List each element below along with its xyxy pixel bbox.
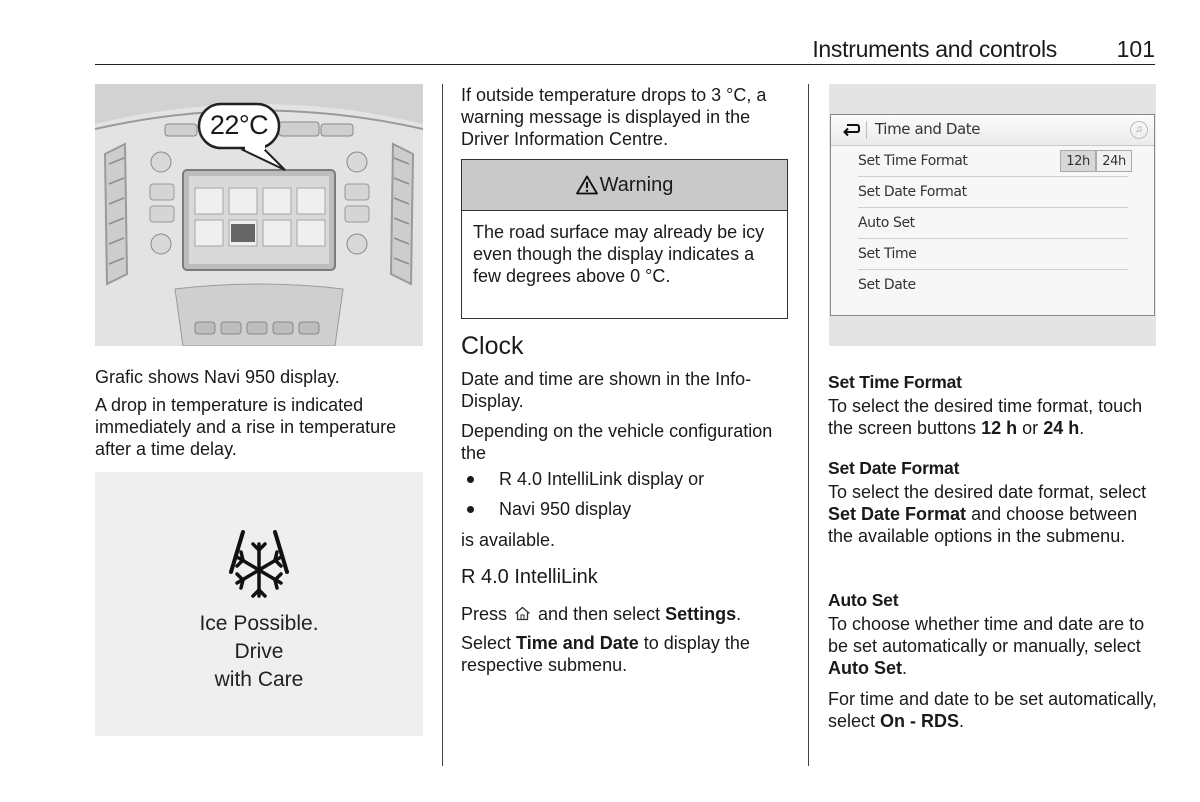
page-number: 101 — [1116, 36, 1155, 62]
select-post-text: to display the respective submenu. — [461, 633, 750, 675]
auto-set-paragraph — [828, 613, 1163, 679]
press-mid-text: and then select — [538, 604, 661, 624]
set-date-format-heading: Set Date Format — [828, 458, 960, 478]
or-text: or — [1022, 418, 1039, 438]
page-header — [95, 36, 1155, 65]
24h-term: 24 h — [1043, 418, 1080, 438]
bullet-dot-2 — [467, 506, 474, 513]
screen-row-set-time-format[interactable] — [858, 146, 1128, 177]
set-date-format-paragraph — [828, 481, 1158, 547]
press-end: . — [736, 604, 742, 624]
column-divider-2 — [808, 84, 809, 766]
temperature-callout: 22°C — [209, 110, 269, 140]
warning-title: Warning — [599, 173, 674, 196]
time-and-date-term: Time and Date — [516, 633, 639, 653]
temperature-paragraph: A drop in temperature is indicated immediately and a rise in temperature after a time delay. — [95, 395, 397, 459]
warning-box — [461, 159, 788, 319]
screen-title-bar — [831, 115, 1154, 146]
ice-message-line-1: Ice Possible. — [199, 612, 319, 635]
ice-message-line-2: Drive — [234, 640, 284, 663]
clock-heading: Clock — [461, 332, 524, 360]
rds-end: . — [959, 711, 965, 731]
time-date-screen-figure — [829, 84, 1156, 346]
music-icon[interactable]: ♫ — [1130, 121, 1148, 139]
back-arrow-icon[interactable] — [843, 123, 861, 137]
24h-button[interactable]: 24h — [1096, 150, 1132, 172]
12h-button[interactable]: 12h — [1060, 150, 1096, 172]
screen-row-set-date[interactable]: Set Date — [858, 277, 916, 293]
warning-body: The road surface may already be icy even though the display indicates a few degrees above 0 °C. — [473, 222, 765, 286]
time-date-screen — [830, 114, 1155, 316]
screen-row-set-time[interactable]: Set Time — [858, 239, 1128, 270]
bullet-navi950: Navi 950 display — [499, 499, 632, 519]
sdf-text: To select the desired date format, select — [828, 482, 1147, 502]
select-text: Select — [461, 633, 512, 653]
set-date-format-term: Set Date Format — [828, 504, 967, 524]
screen-row-set-date-format[interactable]: Set Date Format — [858, 177, 1128, 208]
screen-title: Time and Date — [875, 120, 981, 138]
as-text: To choose whether time and date are to be set automatically or manually, select — [828, 614, 1145, 656]
warning-header — [462, 160, 787, 211]
clock-paragraph-2: Depending on the vehicle configuration the — [461, 421, 773, 463]
stf-text: To select the desired time format, touch the screen buttons — [828, 396, 1143, 438]
dashboard-figure — [95, 84, 423, 346]
select-time-date-paragraph — [461, 632, 791, 676]
is-available-text: is available. — [461, 530, 556, 550]
home-icon — [514, 606, 531, 621]
warning-triangle-icon — [576, 175, 598, 195]
ice-warning-figure — [95, 472, 423, 736]
figure-caption: Grafic shows Navi 950 display. — [95, 367, 340, 387]
bullet-dot-1 — [467, 476, 474, 483]
settings-term: Settings — [665, 604, 737, 624]
column-divider-1 — [442, 84, 443, 766]
row-label: Set Time Format — [858, 153, 968, 169]
stf-end: . — [1079, 418, 1085, 438]
clock-paragraph-1: Date and time are shown in the Info-Display. — [461, 369, 752, 411]
intellilink-heading: R 4.0 IntelliLink — [461, 566, 598, 588]
screen-row-auto-set[interactable]: Auto Set — [858, 208, 1128, 239]
auto-set-heading: Auto Set — [828, 590, 899, 610]
set-time-format-paragraph — [828, 395, 1163, 439]
title-separator — [866, 121, 867, 139]
auto-set-term: Auto Set — [828, 658, 902, 678]
outside-temp-paragraph: If outside temperature drops to 3 °C, a warning message is displayed in the Driver Information Centre. — [461, 85, 767, 149]
press-text: Press — [461, 604, 508, 624]
bullet-intellilink: R 4.0 IntelliLink display or — [499, 469, 705, 489]
rds-text: For time and date to be set automatically, select — [828, 689, 1157, 731]
snowflake-road-icon — [229, 530, 289, 600]
press-settings-paragraph — [461, 603, 791, 625]
chapter-title: Instruments and controls — [812, 36, 1057, 62]
sdf-post: and choose between the available options in the submenu. — [828, 504, 1138, 546]
12h-term: 12 h — [981, 418, 1018, 438]
as-end: . — [902, 658, 908, 678]
on-rds-term: On - RDS — [880, 711, 960, 731]
set-time-format-heading: Set Time Format — [828, 372, 962, 392]
ice-message-line-3: with Care — [214, 668, 304, 691]
auto-rds-paragraph — [828, 688, 1158, 732]
